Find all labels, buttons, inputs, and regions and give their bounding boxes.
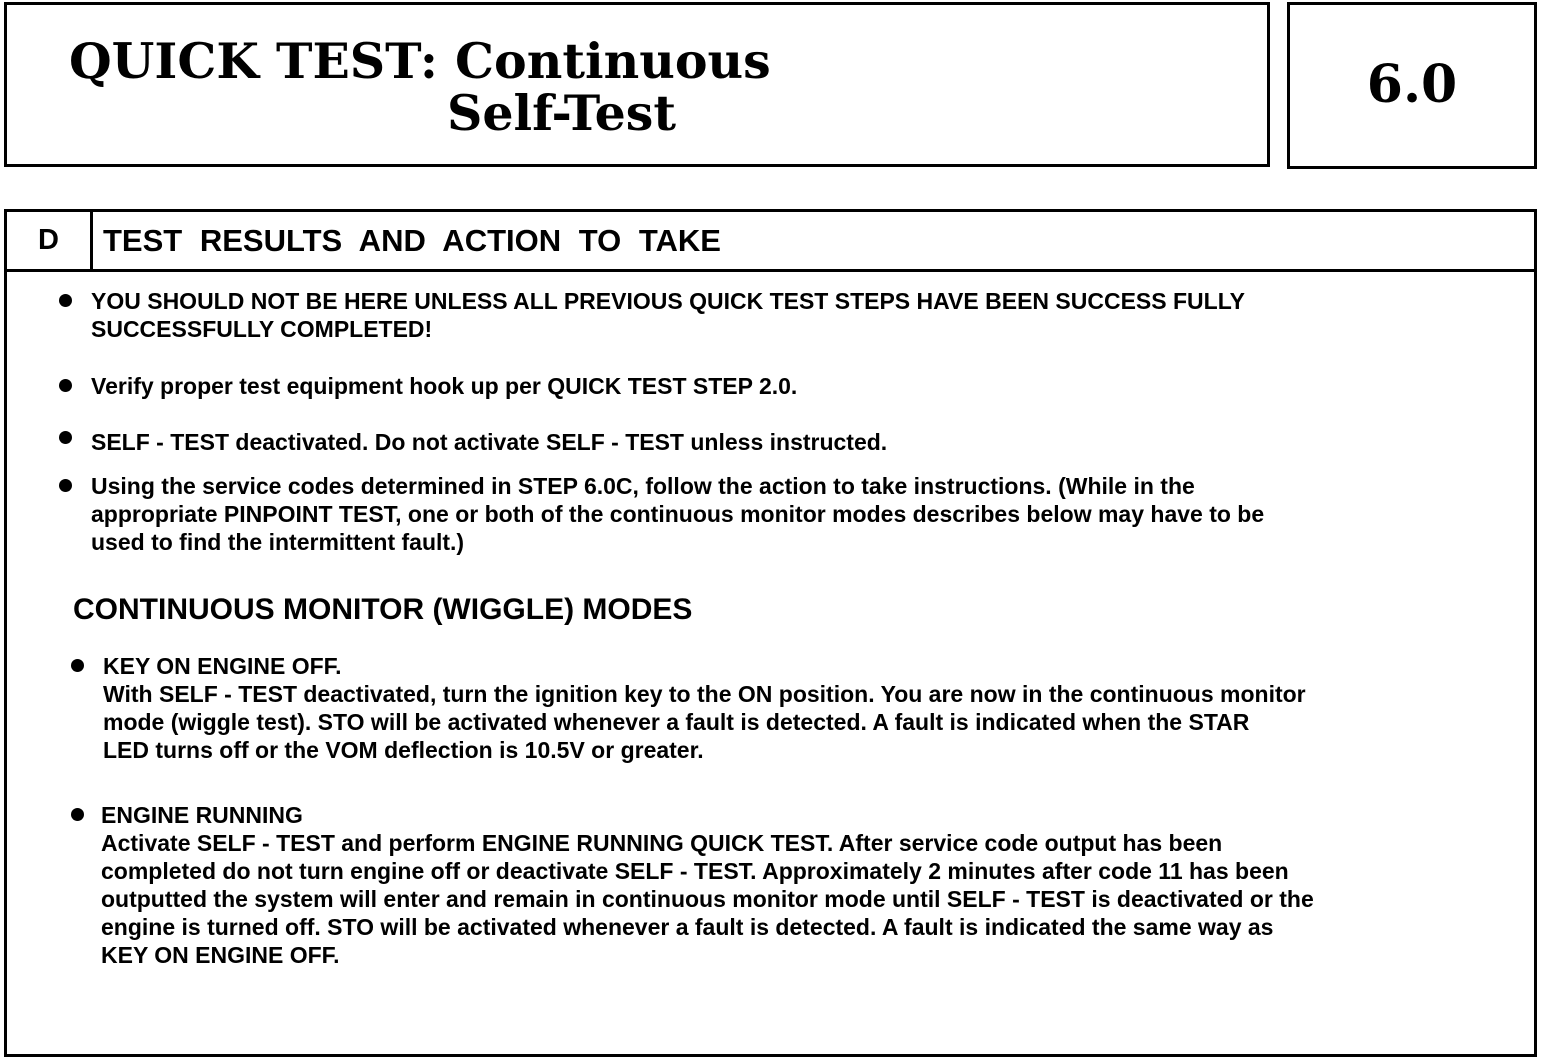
page-title: QUICK TEST: Continuous <box>69 32 771 90</box>
bullet-icon <box>59 431 72 444</box>
list-item-line: LED turns off or the VOM deflection is 10.5V or greater. <box>103 737 704 763</box>
list-item-line: SUCCESSFULLY COMPLETED! <box>91 316 433 342</box>
bullet-icon <box>59 479 72 492</box>
list-item-line: SELF - TEST deactivated. Do not activate SELF - TEST unless instructed. <box>91 429 888 455</box>
test-results-panel <box>4 209 1537 1057</box>
list-item-line: Using the service codes determined in STEP 6.0C, follow the action to take instructions. (While in the <box>91 473 1195 499</box>
step-number: 6.0 <box>1366 54 1458 115</box>
mode-title: KEY ON ENGINE OFF. <box>103 653 342 679</box>
list-item-line: KEY ON ENGINE OFF. <box>101 942 340 968</box>
bullet-icon <box>71 659 84 672</box>
list-item-line: Verify proper test equipment hook up per QUICK TEST STEP 2.0. <box>91 373 798 399</box>
step-letter: D <box>7 212 93 269</box>
list-item-line: outputted the system will enter and remain in continuous monitor mode until SELF - TEST is deactivated or the <box>101 886 1314 912</box>
bullet-icon <box>59 294 72 307</box>
list-item-line: Activate SELF - TEST and perform ENGINE RUNNING QUICK TEST. After service code output has been <box>101 830 1223 856</box>
monitor-modes-heading: CONTINUOUS MONITOR (WIGGLE) MODES <box>73 593 693 626</box>
list-item-line: With SELF - TEST deactivated, turn the ignition key to the ON position. You are now in the continuous monitor <box>103 681 1306 707</box>
list-item-line: mode (wiggle test). STO will be activated whenever a fault is detected. A fault is indicated when the STAR <box>103 709 1250 735</box>
section-header <box>7 212 1534 272</box>
list-item-line: used to find the intermittent fault.) <box>91 529 465 555</box>
mode-title: ENGINE RUNNING <box>101 802 303 828</box>
bullet-icon <box>59 379 72 392</box>
section-title: TEST RESULTS AND ACTION TO TAKE <box>103 223 721 258</box>
list-item-line: YOU SHOULD NOT BE HERE UNLESS ALL PREVIOUS QUICK TEST STEPS HAVE BEEN SUCCESS FULLY <box>91 288 1245 314</box>
bullet-icon <box>71 808 84 821</box>
list-item-line: completed do not turn engine off or deactivate SELF - TEST. Approximately 2 minutes after code 11 has been <box>101 858 1289 884</box>
page-title-continued: Self-Test <box>447 84 676 142</box>
list-item-line: engine is turned off. STO will be activated whenever a fault is detected. A fault is indicated the same way as <box>101 914 1274 940</box>
title-box <box>4 2 1270 167</box>
list-item-line: appropriate PINPOINT TEST, one or both of the continuous monitor modes describes below may have to be <box>91 501 1265 527</box>
step-number-box <box>1287 2 1537 169</box>
